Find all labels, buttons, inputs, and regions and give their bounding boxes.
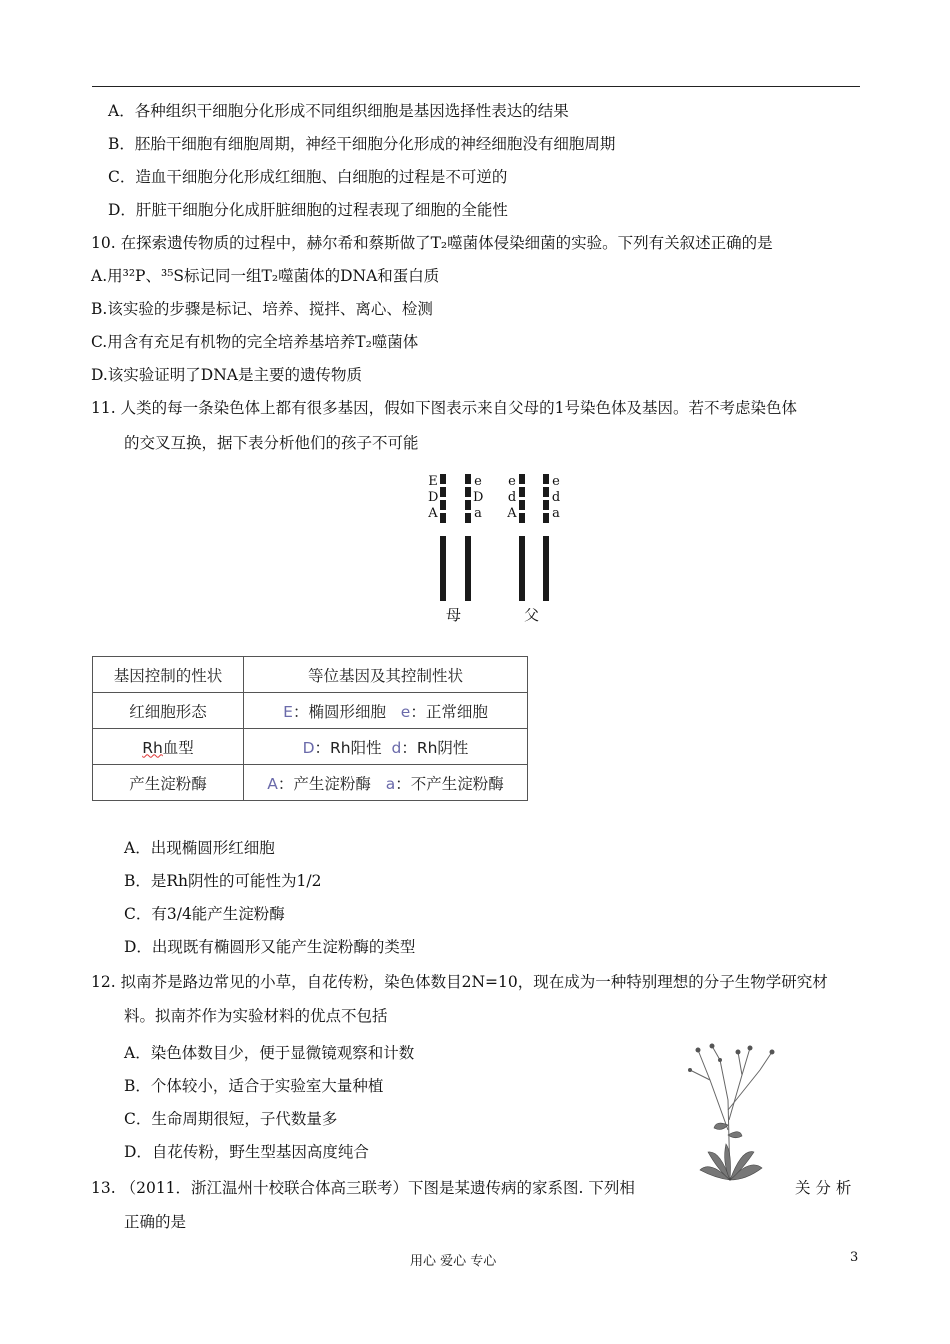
q13-number: 13. xyxy=(91,1179,116,1197)
gene-label: D xyxy=(428,490,439,505)
table-row xyxy=(93,765,528,801)
q13-stem-left: （2011．浙江温州十校联合体高三联考）下图是某遗传病的家系图. 下列相 xyxy=(120,1179,635,1197)
chromosome-figure xyxy=(410,466,600,626)
q10-option-b: B.该实验的步骤是标记、培养、搅拌、离心、检测 xyxy=(91,300,433,318)
header-rule xyxy=(92,86,860,87)
allele-symbol: D xyxy=(302,738,315,757)
allele-symbol: e xyxy=(400,702,411,721)
allele-trait: ：Rh阳性 xyxy=(314,738,382,757)
allele-symbol: d xyxy=(391,738,402,757)
q9-option-b: B．胚胎干细胞有细胞周期，神经干细胞分化形成的神经细胞没有细胞周期 xyxy=(108,135,616,153)
q11-stem xyxy=(91,398,797,418)
chromosome-father-2 xyxy=(543,536,549,601)
q10-option-d: D.该实验证明了DNA是主要的遗传物质 xyxy=(91,366,362,384)
allele-trait: ：正常细胞 xyxy=(410,702,488,721)
table-header: 等位基因及其控制性状 xyxy=(244,657,528,693)
q11-option-d: D．出现既有椭圆形又能产生淀粉酶的类型 xyxy=(124,938,416,956)
rh-prefix: Rh xyxy=(142,738,163,757)
q11-stem-line1: 人类的每一条染色体上都有很多基因，假如下图表示来自父母的1号染色体及基因。若不考虑染色体 xyxy=(120,399,797,417)
gene-label: e xyxy=(552,474,560,489)
chromosome-father-1 xyxy=(519,536,525,601)
q11-number: 11. xyxy=(91,399,116,417)
q12-option-c: C．生命周期很短，子代数量多 xyxy=(124,1110,338,1128)
page-number: 3 xyxy=(850,1250,859,1265)
chromosome-father-2-arm xyxy=(543,474,549,526)
table-cell xyxy=(93,729,244,765)
mother-label: 母 xyxy=(446,606,462,624)
q11-option-b: B．是Rh阴性的可能性为1/2 xyxy=(124,872,322,890)
table-cell xyxy=(244,765,528,801)
allele-symbol: A xyxy=(267,774,278,793)
q12-option-b: B．个体较小，适合于实验室大量种植 xyxy=(124,1077,384,1095)
gene-trait-table xyxy=(92,656,528,801)
allele-symbol: a xyxy=(385,774,396,793)
chromosome-mother-2-arm xyxy=(465,474,471,526)
table-cell xyxy=(244,729,528,765)
table-row xyxy=(93,693,528,729)
q12-option-d: D．自花传粉，野生型基因高度纯合 xyxy=(124,1143,369,1161)
allele-trait: ：不产生淀粉酶 xyxy=(395,774,504,793)
gene-label: a xyxy=(474,506,482,521)
q12-stem-line2: 料。拟南芥作为实验材料的优点不包括 xyxy=(124,1007,388,1025)
allele-trait: ：椭圆形细胞 xyxy=(292,702,386,721)
q11-stem-line2: 的交叉互换，据下表分析他们的孩子不可能 xyxy=(124,434,419,452)
q10-option-a: A.用³²P、³⁵S标记同一组T₂噬菌体的DNA和蛋白质 xyxy=(91,267,440,285)
gene-label: E xyxy=(428,474,438,489)
q12-option-a: A．染色体数目少，便于显微镜观察和计数 xyxy=(124,1044,415,1062)
chromosome-father-1-arm xyxy=(519,474,525,526)
allele-trait: ：产生淀粉酶 xyxy=(277,774,371,793)
trait-text: 血型 xyxy=(162,738,194,757)
gene-label: a xyxy=(552,506,560,521)
chromosome-mother-1 xyxy=(440,536,446,601)
allele-symbol: E xyxy=(283,702,293,721)
table-header: 基因控制的性状 xyxy=(93,657,244,693)
gene-label: A xyxy=(507,506,517,521)
allele-trait: ：Rh阴性 xyxy=(401,738,469,757)
gene-label: e xyxy=(508,474,516,489)
table-row xyxy=(93,729,528,765)
gene-label: d xyxy=(507,490,517,505)
q9-option-d: D．肝脏干细胞分化成肝脏细胞的过程表现了细胞的全能性 xyxy=(108,201,508,219)
table-header-row xyxy=(93,657,528,693)
chromosome-mother-2 xyxy=(465,536,471,601)
arabidopsis-plant-image xyxy=(680,1040,780,1190)
q9-option-c: C．造血干细胞分化形成红细胞、白细胞的过程是不可逆的 xyxy=(108,168,508,186)
page-footer: 用心 爱心 专心 xyxy=(410,1254,497,1269)
q12-stem xyxy=(91,972,828,992)
table-cell: 红细胞形态 xyxy=(93,693,244,729)
q11-option-c: C．有3/4能产生淀粉酶 xyxy=(124,905,285,923)
q9-option-a: A．各种组织干细胞分化形成不同组织细胞是基因选择性表达的结果 xyxy=(108,102,569,120)
q13-stem-right: 关 分 析 xyxy=(795,1179,852,1197)
gene-label: A xyxy=(428,506,438,521)
table-cell xyxy=(244,693,528,729)
q12-number: 12. xyxy=(91,973,116,991)
table-cell: 产生淀粉酶 xyxy=(93,765,244,801)
gene-label: d xyxy=(551,490,561,505)
chromosome-mother-1-arm xyxy=(440,474,446,526)
q12-stem-line1: 拟南芥是路边常见的小草，自花传粉，染色体数目2N=10，现在成为一种特别理想的分子生物学研究材 xyxy=(120,973,828,991)
gene-label: e xyxy=(474,474,482,489)
q13-stem xyxy=(91,1178,635,1198)
father-label: 父 xyxy=(524,606,540,624)
q11-option-a: A．出现椭圆形红细胞 xyxy=(124,839,275,857)
q10-stem xyxy=(91,233,773,253)
q10-stem-text: 在探索遗传物质的过程中，赫尔希和蔡斯做了T₂噬菌体侵染细菌的实验。下列有关叙述正确的是 xyxy=(120,234,773,252)
q13-stem-line2: 正确的是 xyxy=(124,1213,187,1231)
q10-number: 10. xyxy=(91,234,116,252)
q10-option-c: C.用含有充足有机物的完全培养基培养T₂噬菌体 xyxy=(91,333,419,351)
gene-label: D xyxy=(473,490,484,505)
